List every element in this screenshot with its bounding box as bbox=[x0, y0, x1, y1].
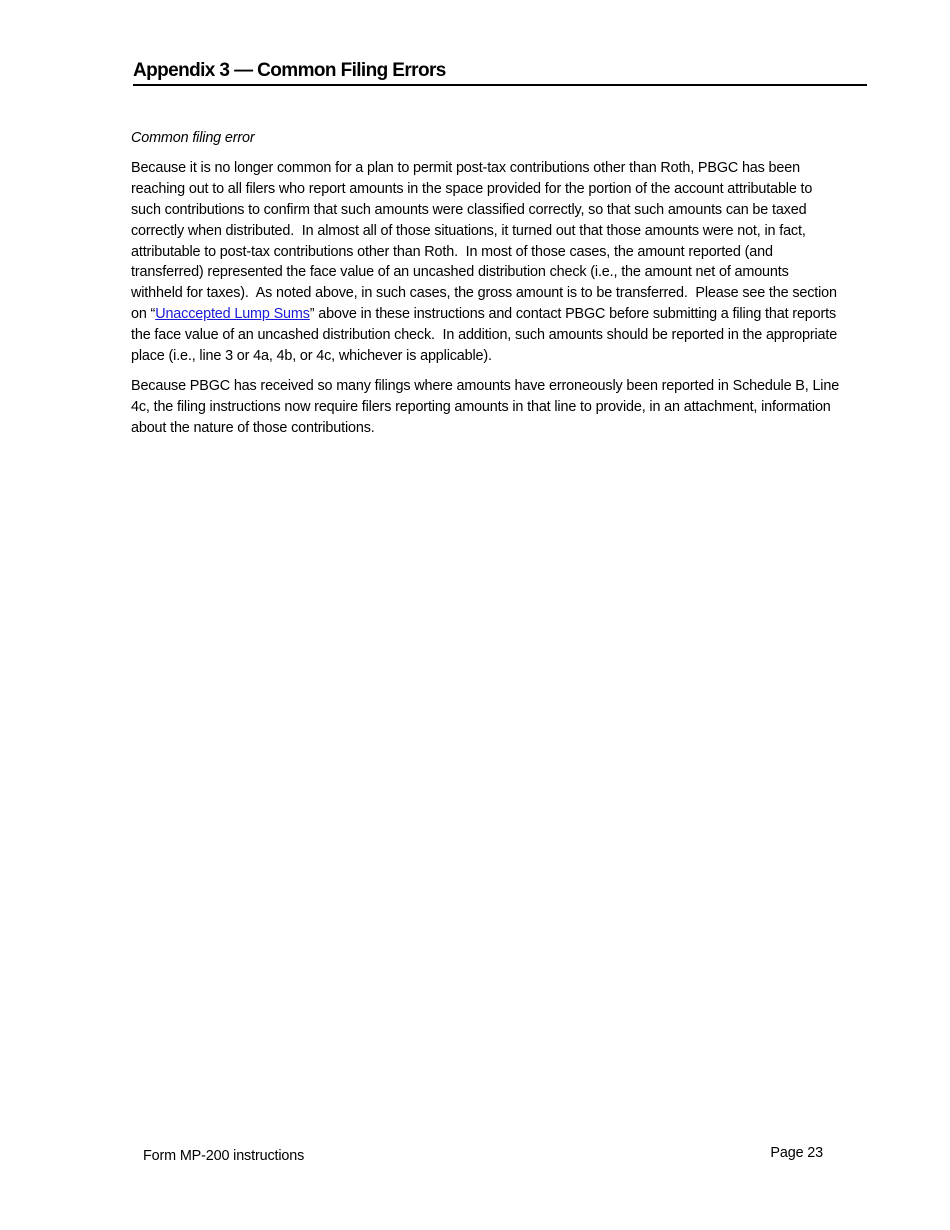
page-heading: Appendix 3 — Common Filing Errors bbox=[133, 58, 867, 86]
main-content bbox=[131, 128, 841, 448]
paragraph-schedule-b-line-4c: Because PBGC has received so many filings where amounts have erroneously been reported in Schedule B, Line 4c, the filing instructions now require filers reporting amounts in that line to provide, in an attachment, information about the nature of those contributions. bbox=[131, 377, 840, 436]
paragraph-post-tax-contributions bbox=[131, 158, 841, 367]
paragraph-text-after-link: ” above in these instructions and contact PBGC before submitting a filing that reports the face value of an uncashed distribution check. In addition, such amounts should be reported in the appropriate place (i.e., line 3 or 4a, 4b, or 4c, whichever is applicable). bbox=[131, 306, 838, 365]
section-title: Common filing error bbox=[131, 130, 255, 146]
footer-form-name: Form MP-200 instructions bbox=[143, 1148, 305, 1164]
footer-page-number: Page 23 bbox=[770, 1145, 823, 1161]
unaccepted-lump-sums-link[interactable]: Unaccepted Lump Sums bbox=[155, 306, 310, 323]
paragraph-text-before-link: Because it is no longer common for a plan to permit post-tax contributions other than Roth, PBGC has been reaching out to all filers who report amounts in the space provided for the portion of the account attributable to such contributions to confirm that such amounts were classified correctly, so that such amounts can be taxed correctly when distributed. In almost all of those situations, it turned out that those amounts were not, in fact, attributable to post-tax contributions other than Roth. In most of those cases, the amount reported (and transferred) represented the face value of an uncashed distribution check (i.e., the amount net of amounts withheld for taxes). As noted above, in such cases, the gross amount is to be transferred. Please see the section on “ bbox=[131, 159, 837, 323]
